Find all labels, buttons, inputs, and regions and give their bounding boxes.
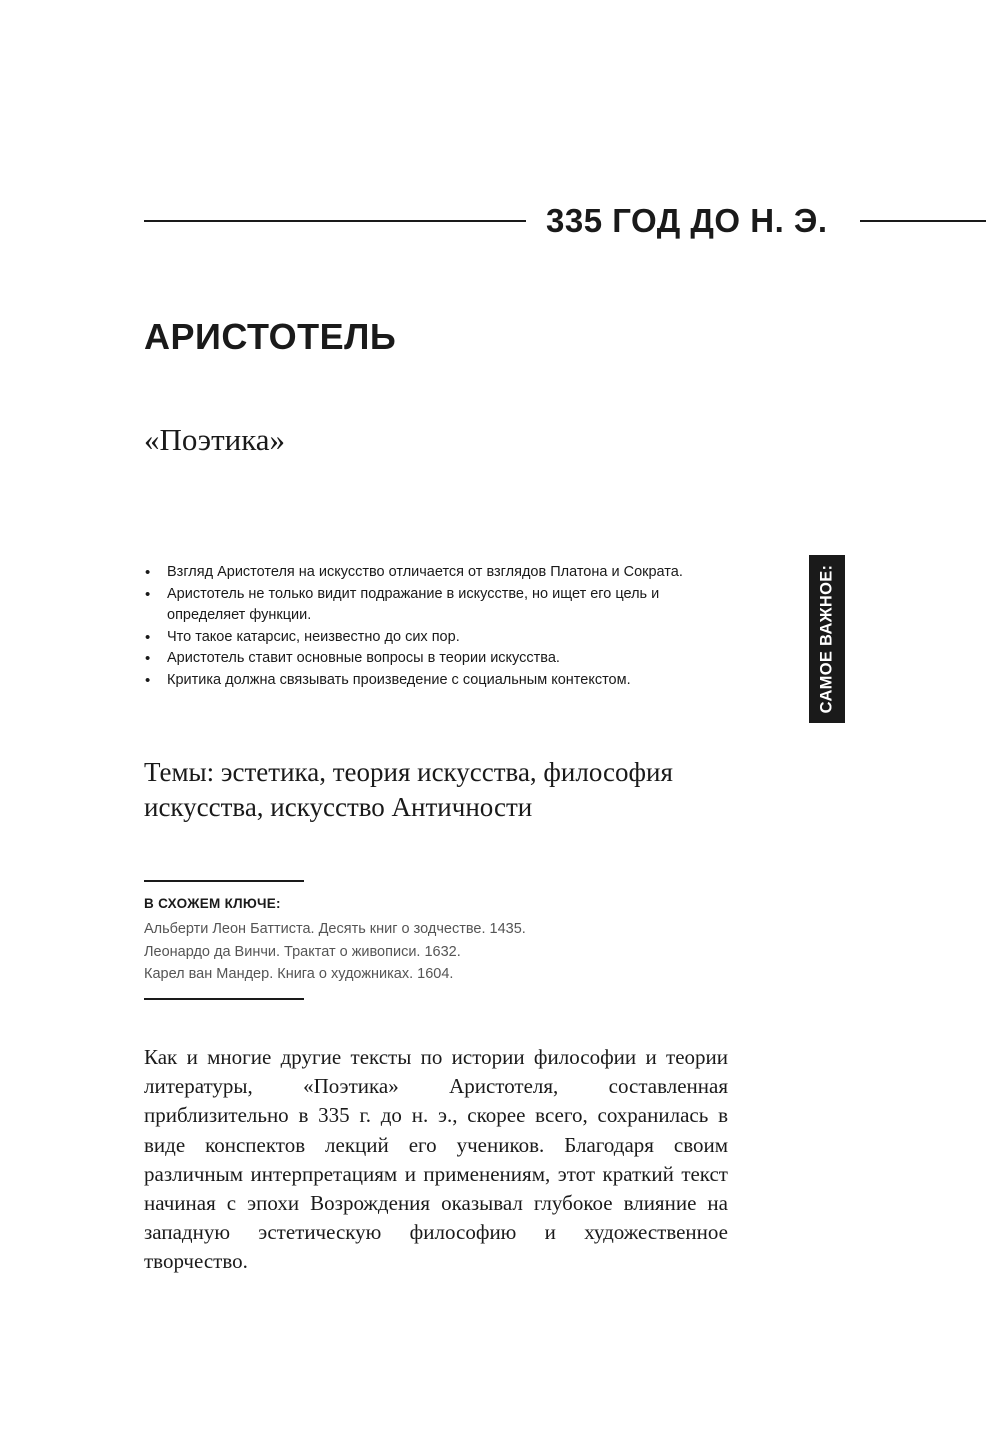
year-rule-left [144,220,526,222]
key-points-list [144,562,734,691]
topics: Темы: эстетика, теория искусства, философия искусства, искусство Античности [144,757,673,822]
year-title: 335 ГОД ДО Н. Э. [546,202,828,239]
similar-item: Альберти Леон Баттиста. Десять книг о зодчестве. 1435. [144,921,526,937]
body-paragraph: Как и многие другие тексты по истории философии и теории литературы, «Поэтика» Аристотеля, составленная приблизительно в 335 г. до н. э., скорее всего, сохранилась в виде конспектов лекций его учеников. Благодаря своим различным интерпретациям и применениям, этот краткий текст начиная с эпохи Возрождения оказывал глубокое влияние на западную эстетическую философию и художественное творчество. [144,1045,728,1274]
key-point: • Аристотель не только видит подражание в искусстве, но ищет его цель и определяет функции. [144,584,734,627]
work-title: «Поэтика» [144,422,286,457]
key-point: • Что такое катарсис, неизвестно до сих пор. [144,627,734,649]
side-tab-label: САМОЕ ВАЖНОЕ: [817,564,836,714]
year-header [144,195,986,247]
key-point: • Взгляд Аристотеля на искусство отличается от взглядов Платона и Сократа. [144,562,734,584]
similar-item: Карел ван Мандер. Книга о художниках. 1604. [144,966,454,982]
similar-list [144,918,526,986]
similar-item: Леонардо да Винчи. Трактат о живописи. 1632. [144,943,461,960]
similar-heading: В СХОЖЕМ КЛЮЧЕ: [144,896,281,911]
year-rule-right [860,220,986,222]
key-point: • Критика должна связывать произведение с социальным контекстом. [144,670,734,692]
similar-rule-bottom [144,998,304,1000]
similar-rule-top [144,880,304,882]
author-name: АРИСТОТЕЛЬ [144,316,397,357]
side-tab [809,555,845,723]
key-point: • Аристотель ставит основные вопросы в теории искусства. [144,648,734,670]
